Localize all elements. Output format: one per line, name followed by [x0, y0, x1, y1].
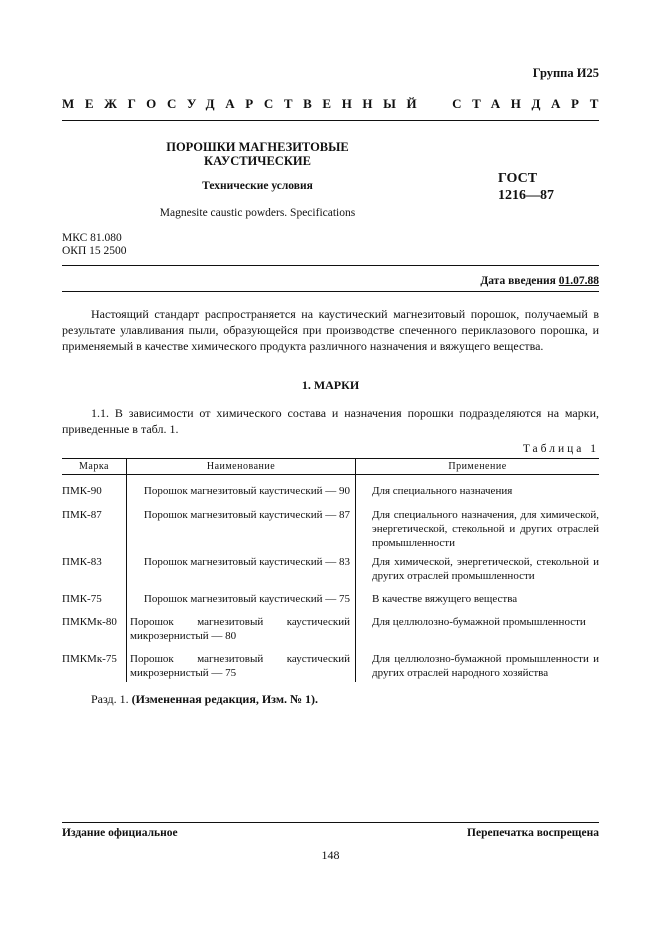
preamble-paragraph: Настоящий стандарт распространяется на каустический магнезитовый порошок, получаемый в результате улавливания пыли, образующейся при производстве спеченного периклазового порошка, и применяемый в качестве химического продукта различного назначения и вяжущего вещества.	[62, 307, 599, 353]
page-number: 148	[321, 848, 340, 862]
change-note-bold: (Измененная редакция, Изм. № 1).	[131, 692, 319, 706]
intro-date-value: 01.07.88	[558, 275, 599, 287]
table-header-name: Наименование	[206, 461, 276, 472]
table-row-6-name: Порошок магнезитовый каустический микрозернистый — 75	[130, 653, 350, 679]
gost-number: 1216—87	[498, 188, 554, 203]
group-code: Группа И25	[532, 66, 599, 80]
table-row-6-mark: ПМКМк-75	[62, 653, 117, 665]
footer-rule	[62, 822, 599, 823]
table-row-3-application: Для химической, энергетической, стекольной и других отраслей промышленности	[372, 556, 599, 582]
table-row-3-name: Порошок магнезитовый каустический — 83	[143, 556, 350, 568]
intro-date-label: Дата введения	[480, 275, 556, 287]
table-label: Таблица 1	[522, 443, 599, 455]
document-title	[130, 140, 385, 168]
change-note-prefix: Разд. 1.	[91, 692, 129, 706]
table-row-2-name: Порошок магнезитовый каустический — 87	[143, 509, 350, 521]
table-row-1-application: Для специального назначения	[372, 485, 513, 497]
english-title: Magnesite caustic powders. Specifications	[159, 207, 356, 219]
gost-label: ГОСТ	[498, 171, 538, 186]
table-header-application: Применение	[448, 461, 507, 472]
gost-number-block	[498, 170, 554, 204]
table-col-divider-1	[126, 458, 127, 682]
okp-code: ОКП 15 2500	[62, 245, 127, 257]
introduction-date	[480, 275, 599, 287]
title-line-2: КАУСТИЧЕСКИЕ	[204, 154, 311, 168]
table-header-mark: Марка	[79, 461, 109, 472]
clause-1-1: 1.1. В зависимости от химического состава и назначения порошки подразделяются на марки, приведенные в табл. 1.	[62, 406, 599, 436]
table-top-rule	[62, 458, 599, 459]
table-row-5-application: Для целлюлозно-бумажной промышленности	[372, 616, 586, 628]
table-row-4-application: В качестве вяжущего вещества	[372, 593, 518, 605]
table-row-2-application: Для специального назначения, для химической, энергетической, стекольной и других отраслей промышленности	[372, 509, 599, 549]
table-row-5-mark: ПМКМк-80	[62, 616, 117, 628]
section-1-title: 1. МАРКИ	[301, 378, 360, 392]
table-row-2-mark: ПМК-87	[62, 509, 102, 521]
title-line-1: ПОРОШКИ МАГНЕЗИТОВЫЕ	[166, 140, 349, 154]
table-row-1-mark: ПМК-90	[62, 485, 102, 497]
table-row-4-name: Порошок магнезитовый каустический — 75	[143, 593, 350, 605]
change-note	[91, 692, 318, 707]
standard-word-standard: СТАНДАРТ	[452, 96, 609, 111]
mks-code: МКС 81.080	[62, 232, 122, 244]
table-row-1-name: Порошок магнезитовый каустический — 90	[143, 485, 350, 497]
table-row-4-mark: ПМК-75	[62, 593, 102, 605]
table-col-divider-2	[355, 458, 356, 682]
header-rule	[62, 120, 599, 121]
footer-reprint-prohibited: Перепечатка воспрещена	[467, 827, 599, 839]
intro-date-rule	[62, 291, 599, 292]
table-row-6-application: Для целлюлозно-бумажной промышленности и других отраслей народного хозяйства	[372, 653, 599, 679]
table-row-3-mark: ПМК-83	[62, 556, 102, 568]
table-header-rule	[62, 474, 599, 475]
standard-word-interstate: МЕЖГОСУДАРСТВЕННЫЙ	[62, 96, 428, 111]
classification-codes	[62, 232, 127, 258]
table-row-5-name: Порошок магнезитовый каустический микрозернистый — 80	[130, 616, 350, 642]
footer-official-edition: Издание официальное	[62, 827, 178, 839]
codes-rule	[62, 265, 599, 266]
document-subtitle: Технические условия	[202, 180, 313, 192]
